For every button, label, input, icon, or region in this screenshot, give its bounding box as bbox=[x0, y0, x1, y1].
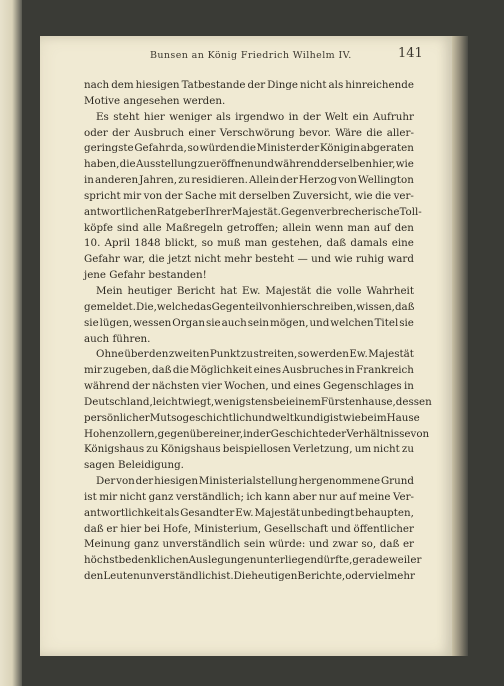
running-header: Bunsen an König Friedrich Wilhelm IV. bbox=[150, 50, 352, 61]
text-line: Hohenzollern, gegenüber einer, in der Geschichte der Verhältnisse von bbox=[84, 427, 430, 440]
text-line: jene Gefahr bestanden! bbox=[84, 269, 207, 282]
text-line: in anderen Jahren, zu residieren. Allein der Herzog von Wellington bbox=[84, 174, 414, 187]
text-line: Der von der hiesigen Ministerialstellung hergenommene Grund bbox=[96, 475, 414, 488]
text-line: den Leuten unverständlich ist. Die heutigen Berichte, oder vielmehr bbox=[84, 570, 415, 583]
text-line: antwortlichen Ratgeber Ihrer Majestät. Gegen verbrecherische Toll- bbox=[84, 205, 422, 218]
text-line: Gefahr war, die jetzt nicht mehr besteht — und wie ruhig ward bbox=[84, 253, 414, 266]
text-line: mir zugeben, daß die Möglichkeit eines Ausbruches in Frankreich bbox=[84, 364, 414, 377]
body-text bbox=[84, 78, 432, 585]
text-line: Ohne über den zweiten Punkt zu streiten, so werden Ew. Majestät bbox=[96, 348, 414, 361]
text-line: auch führen. bbox=[84, 332, 151, 345]
text-line: sagen Beleidigung. bbox=[84, 459, 184, 472]
text-line: Es steht hier weniger als irgendwo in der Welt ein Aufruhr bbox=[96, 110, 414, 123]
text-line: Mein heutiger Bericht hat Ew. Majestät die volle Wahrheit bbox=[96, 284, 414, 297]
text-line: gemeldet. Die, welche das Gegenteil von hier schreiben, wissen, daß bbox=[84, 300, 415, 313]
text-line: sie lügen, wessen Organ sie auch sein mögen, und welchen Titel sie bbox=[84, 316, 414, 329]
text-line: Königshaus zu Königshaus beispiellosen Verletzung, um nicht zu bbox=[84, 443, 414, 456]
text-line: antwortlichkeit als Gesandter Ew. Majestät unbedingt behaupten, bbox=[84, 506, 414, 519]
text-line: 10. April 1848 blickt, so muß man gestehen, daß damals eine bbox=[84, 237, 414, 250]
text-line: spricht mir von der Sache mit derselben Zuversicht, wie die ver- bbox=[84, 189, 414, 202]
text-line: während der nächsten vier Wochen, und eines Gegenschlages in bbox=[84, 380, 414, 393]
text-line: Motive angesehen werden. bbox=[84, 94, 226, 107]
text-line: haben, die Ausstellung zu eröffnen und während derselben hier, wie bbox=[84, 158, 414, 171]
text-line: daß er hier bei Hofe, Ministerium, Gesellschaft und öffentlicher bbox=[84, 522, 414, 535]
page-number: 141 bbox=[398, 46, 423, 61]
text-line: Meinung ganz unverständlich sein würde: und zwar so, daß er bbox=[84, 538, 414, 551]
text-line: geringste Gefahr da, so würden die Minister der Königin abgeraten bbox=[84, 142, 414, 155]
text-line: höchst bedenklichen Auslegungen unterliegen dürfte, gerade weil er bbox=[84, 554, 422, 567]
text-line: nach dem hiesigen Tatbestande der Dinge nicht als hinreichende bbox=[84, 79, 414, 91]
text-line: ist mir nicht ganz verständlich; ich kann aber nur auf meine Ver- bbox=[84, 490, 414, 503]
page-stack-edge bbox=[452, 36, 468, 656]
facing-page-edge bbox=[0, 0, 22, 686]
text-line: persönlicher Mut so geschichtlich und weltkundig ist wie beim Hause bbox=[84, 411, 420, 424]
text-line: Deutschland, leicht wiegt, wenigstens bei einem Fürstenhause, dessen bbox=[84, 395, 432, 408]
text-line: köpfe sind alle Maßregeln getroffen; allein wenn man auf den bbox=[84, 221, 414, 234]
text-line: oder der Ausbruch einer Verschwörung bevor. Wäre die aller- bbox=[84, 126, 414, 139]
